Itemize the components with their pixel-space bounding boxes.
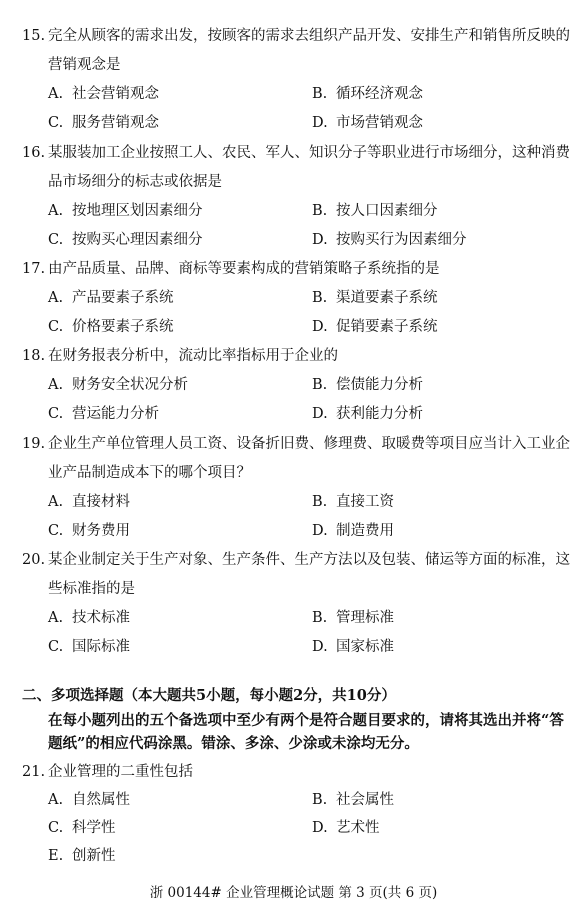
question-number: 20. <box>22 552 46 568</box>
question-19-option-a: A. 直接材料 <box>48 494 130 510</box>
question-19-stem: 19. 企业生产单位管理人员工资、设备折旧费、修理费、取暖费等项目应当计入工业企 <box>22 436 570 452</box>
question-number: 19. <box>22 436 46 452</box>
question-15-option-d: D. 市场营销观念 <box>312 115 423 131</box>
question-18-option-c: C. 营运能力分析 <box>48 406 159 422</box>
question-20-option-b: B. 管理标准 <box>312 610 394 626</box>
question-18-option-d: D. 获利能力分析 <box>312 406 423 422</box>
question-17-stem: 17. 由产品质量、品牌、商标等要素构成的营销策略子系统指的是 <box>22 261 440 277</box>
question-20-option-d: D. 国家标准 <box>312 639 394 655</box>
question-21-option-a: A. 自然属性 <box>48 792 130 808</box>
question-16-stem-cont: 品市场细分的标志或依据是 <box>48 174 222 190</box>
question-19-option-b: B. 直接工资 <box>312 494 394 510</box>
question-15-option-c: C. 服务营销观念 <box>48 115 159 131</box>
question-16-option-a: A. 按地理区划因素细分 <box>48 203 203 219</box>
question-number: 15. <box>22 28 46 44</box>
question-20-option-c: C. 国际标准 <box>48 639 130 655</box>
question-20-option-a: A. 技术标准 <box>48 610 130 626</box>
question-19-option-c: C. 财务费用 <box>48 523 130 539</box>
question-16-stem: 16. 某服装加工企业按照工人、农民、军人、知识分子等职业进行市场细分，这种消费 <box>22 145 570 161</box>
question-15-stem: 15. 完全从顾客的需求出发，按顾客的需求去组织产品开发、安排生产和销售所反映的 <box>22 28 570 44</box>
question-17-option-d: D. 促销要素子系统 <box>312 319 438 335</box>
question-20-stem-cont: 些标准指的是 <box>48 581 135 597</box>
question-18-option-a: A. 财务安全状况分析 <box>48 377 188 393</box>
section-instructions-line1: 在每小题列出的五个备选项中至少有两个是符合题目要求的，请将其选出并将“答 <box>48 712 564 729</box>
question-16-option-b: B. 按人口因素细分 <box>312 203 438 219</box>
question-15-option-a: A. 社会营销观念 <box>48 86 159 102</box>
question-16-option-d: D. 按购买行为因素细分 <box>312 232 467 248</box>
question-21-option-c: C. 科学性 <box>48 820 116 836</box>
page-footer: 浙 00144# 企业管理概论试题 第 3 页(共 6 页) <box>149 885 438 901</box>
question-number: 21. <box>22 764 46 780</box>
question-15-stem-cont: 营销观念是 <box>48 57 121 73</box>
question-18-stem: 18. 在财务报表分析中，流动比率指标用于企业的 <box>22 348 338 364</box>
question-17-option-b: B. 渠道要素子系统 <box>312 290 438 306</box>
question-21-option-b: B. 社会属性 <box>312 792 394 808</box>
section-heading: 二、多项选择题（本大题共5小题，每小题2分，共10分） <box>22 687 396 704</box>
question-17-option-a: A. 产品要素子系统 <box>48 290 174 306</box>
question-21-option-d: D. 艺术性 <box>312 820 380 836</box>
question-16-option-c: C. 按购买心理因素细分 <box>48 232 203 248</box>
question-21-option-e: E. 创新性 <box>48 848 116 864</box>
section-instructions-line2: 题纸”的相应代码涂黑。错涂、多涂、少涂或未涂均无分。 <box>48 735 419 752</box>
question-number: 17. <box>22 261 46 277</box>
question-18-option-b: B. 偿债能力分析 <box>312 377 423 393</box>
question-15-option-b: B. 循环经济观念 <box>312 86 423 102</box>
question-number: 16. <box>22 145 46 161</box>
question-19-stem-cont: 业产品制造成本下的哪个项目？ <box>48 465 251 481</box>
question-number: 18. <box>22 348 46 364</box>
question-17-option-c: C. 价格要素子系统 <box>48 319 174 335</box>
question-19-option-d: D. 制造费用 <box>312 523 394 539</box>
question-21-stem: 21. 企业管理的二重性包括 <box>22 764 193 780</box>
question-20-stem: 20. 某企业制定关于生产对象、生产条件、生产方法以及包装、储运等方面的标准，这 <box>22 552 570 568</box>
